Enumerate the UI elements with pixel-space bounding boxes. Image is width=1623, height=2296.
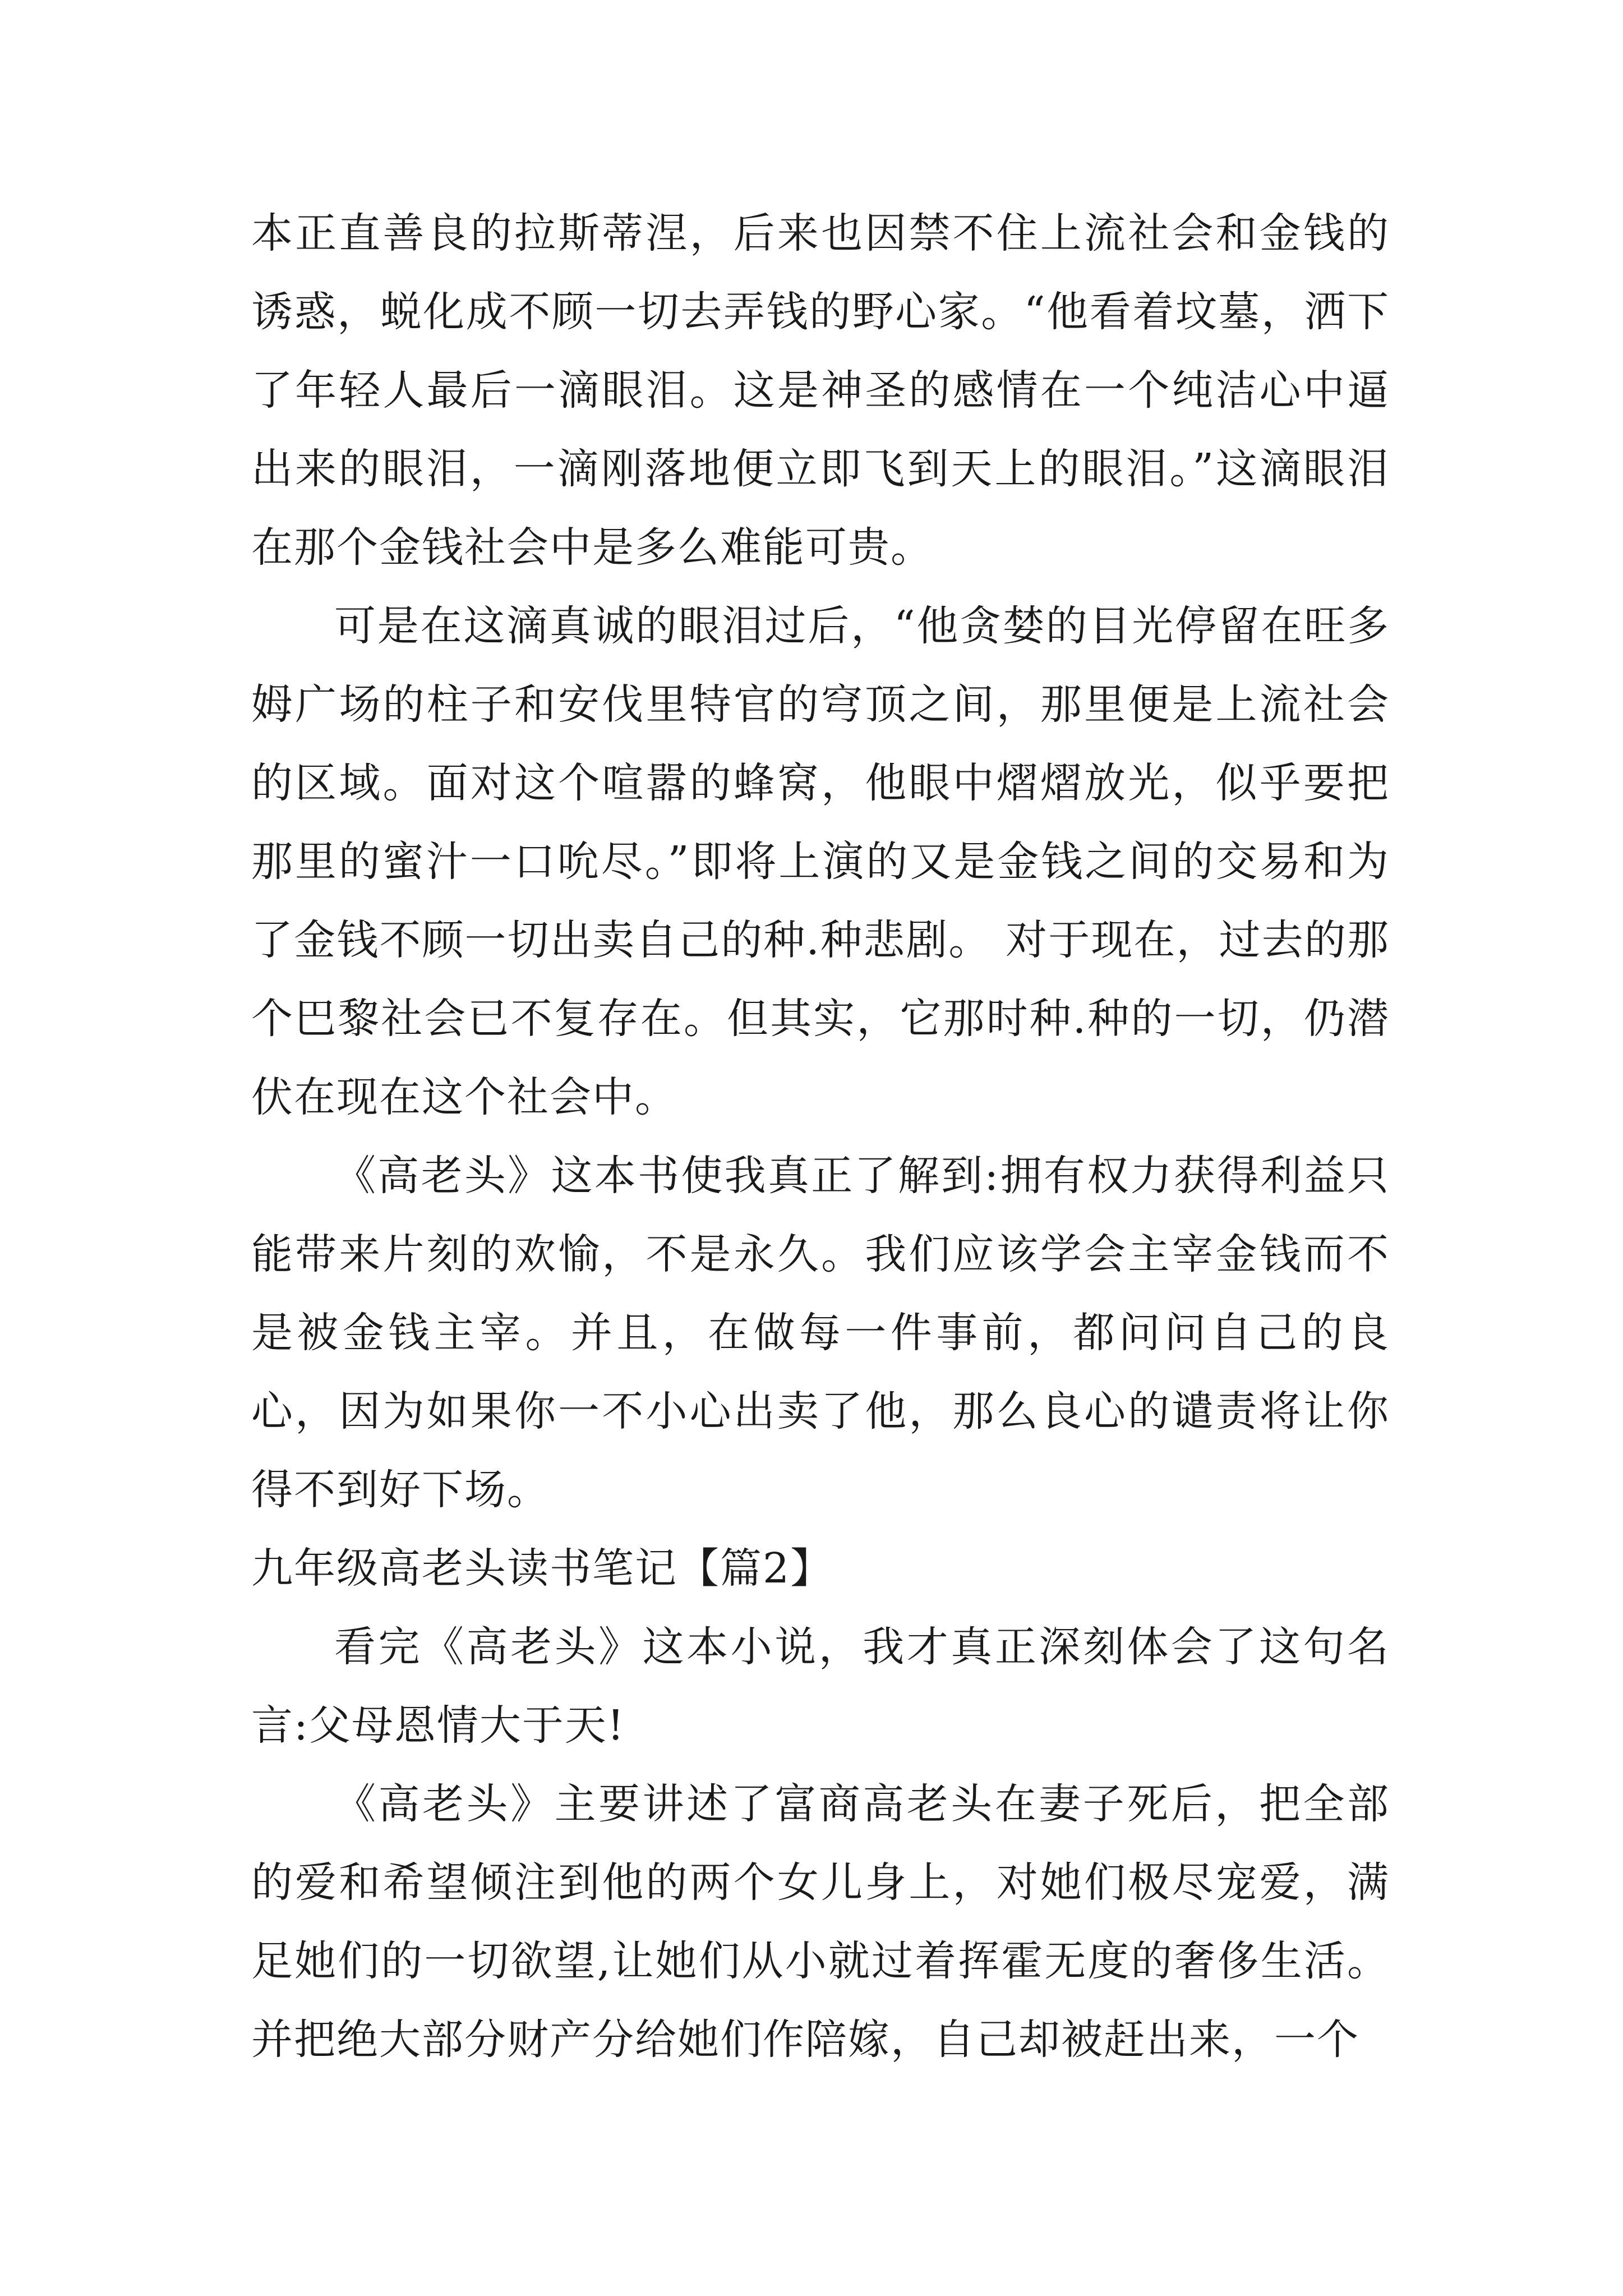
document-body: [251, 194, 1390, 2079]
paragraph: 可是在这滴真诚的眼泪过后，“他贪婪的目光停留在旺多姆广场的柱子和安伐里特官的穹顶之间，那里便是上流社会的区域。面对这个喧嚣的蜂窝，他眼中熠熠放光，似乎要把那里的蜜汁一口吮尽。”即将上演的又是金钱之间的交易和为了金钱不顾一切出卖自己的种.种悲剧。 对于现在，过去的那个巴黎社会已不复存在。但其实，它那时种.种的一切，仍潜伏在现在这个社会中。: [251, 602, 1390, 1121]
paragraph-continuation: 本正直善良的拉斯蒂涅，后来也因禁不住上流社会和金钱的诱惑，蜕化成不顾一切去弄钱的野心家。“他看着坟墓，洒下了年轻人最后一滴眼泪。这是神圣的感情在一个纯洁心中逼出来的眼泪，一滴刚落地便立即飞到天上的眼泪。”这滴眼泪在那个金钱社会中是多么难能可贵。: [251, 209, 1390, 572]
paragraph: 《高老头》这本书使我真正了解到:拥有权力获得利益只能带来片刻的欢愉，不是永久。我们应该学会主宰金钱而不是被金钱主宰。并且，在做每一件事前，都问问自己的良心，因为如果你一不小心出卖了他，那么良心的谴责将让你得不到好下场。: [251, 1152, 1390, 1514]
section-heading: 九年级高老头读书笔记【篇2】: [251, 1544, 833, 1593]
paragraph: 《高老头》主要讲述了富商高老头在妻子死后，把全部的爱和希望倾注到他的两个女儿身上，对她们极尽宠爱，满足她们的一切欲望,让她们从小就过着挥霍无度的奢侈生活。并把绝大部分财产分给她们作陪嫁，自己却被赶出来，一个: [251, 1780, 1390, 2064]
paragraph: 看完《高老头》这本小说，我才真正深刻体会了这句名言:父母恩情大于天!: [251, 1623, 1390, 1750]
